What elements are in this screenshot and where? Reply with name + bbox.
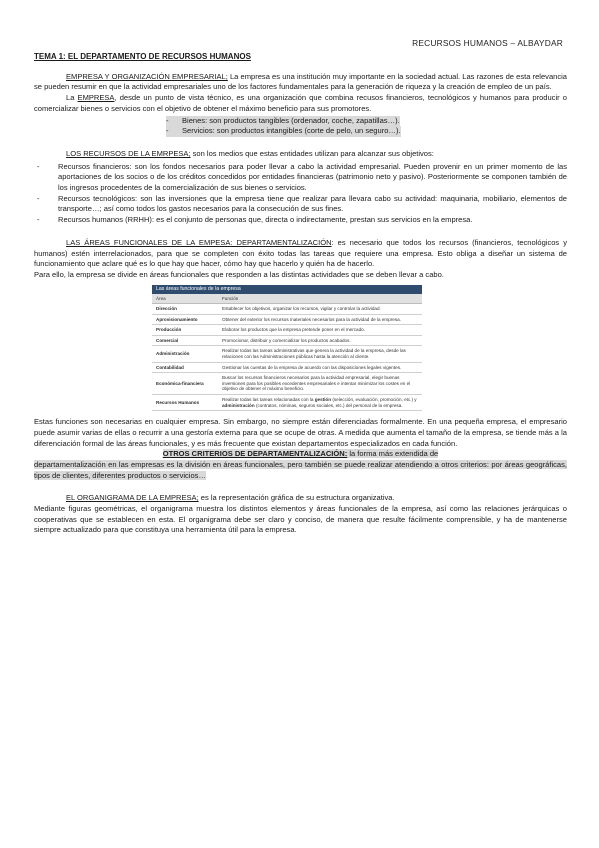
list-item: - Bienes: son productos tangibles (ordenador, coche, zapatillas…). — [166, 115, 400, 125]
list-item: - Recursos humanos (RRHH): es el conjunto de personas que, directa o indirectamente, prestan sus servicios en la empresa. — [34, 215, 567, 226]
list-item: - Recursos tecnológicos: son las inversiones que la empresa tiene que realizar para llevara cabo su actividad: maquinaria, mobiliario, elementos de transporte…; así como todos los gastos necesarios para la consecución de sus fines. — [34, 194, 567, 215]
section-heading-otros-criterios: OTROS CRITERIOS DE DEPARTAMENTALIZACIÓN: — [162, 449, 348, 459]
table-header-row — [152, 294, 422, 303]
paragraph-areas-division: Para ello, la empresa se divide en áreas funcionales que responden a las distintas actividades que se deben llevar a cabo. — [34, 269, 444, 279]
functional-areas-table — [152, 285, 422, 412]
list-item: - Recursos financieros: son los fondos necesarios para poder llevar a cabo la actividad empresarial. Pueden provenir en un primer momento de las aportaciones de los socios o de los créditos concedidos por entidades financieras (patrimonio neto y pasivo). Posteriormente se componen también de los ingresos procedentes de la comercialización de sus bienes o servicios. — [34, 162, 567, 194]
paragraph-empresa-intro: EMPRESA Y ORGANIZACIÓN EMPRESARIAL; La empresa es una institución muy importante en la sociedad actual. Las razones de esta relevancia se pueden resumir en que la actividad empresariales uno de los factores fundamentales para la generación de riqueza y la creación de empleo de un país. — [34, 71, 567, 92]
table-row: Contabilidad Gestionar las cuentas de la empresa de acuerdo con las disposiciones legales vigentes. — [152, 362, 422, 373]
section-heading-recursos: LOS RECURSOS DE LA EMRPESA; — [66, 148, 191, 158]
table-row: Dirección Establecer los objetivos, organizar los recursos, vigilar y controlar la actividad. — [152, 304, 422, 315]
paragraph-empresa-definition: La EMPRESA, desde un punto de vista técnico, es una organización que combina recusos financieros, tecnológicos y humanos para producir o comercializar bienes o servicios con el objetivo de obtener el máximo beneficio para sus promotores. — [34, 93, 567, 113]
table-caption: Las áreas funcionales de la empresa — [152, 285, 422, 295]
table-row: Económica-financiera Buscar los recursos financieros necesarios para la actividad empresarial, elegir buenas inversiones para los posibles excedentes empresariales e intentar minimizar los costes en el objetivo de obtener el máximo beneficio. — [152, 373, 422, 395]
product-types-list — [166, 116, 567, 137]
column-header-area: Área — [152, 294, 218, 303]
page-header: RECURSOS HUMANOS – ALBAYDAR — [412, 38, 563, 48]
table-row: Aprovisionamiento Obtener del exterior los recursos materiales necesarios para la actividad de la empresa. — [152, 314, 422, 325]
paragraph-otros-criterios-lead: OTROS CRITERIOS DE DEPARTAMENTALIZACIÓN: la forma más extendida de — [162, 449, 439, 459]
keyword-empresa: EMPRESA — [77, 93, 115, 103]
list-item: - Servicios: son productos intangibles (corte de pelo, un seguro…). — [166, 126, 401, 136]
paragraph-functions-note: Estas funciones son necesarias en cualquier empresa. Sin embargo, no siempre están diferenciadas formalmente. En una pequeña empresa, el empresario puede asumir varias de ellas o recurrir a una gestoría externa para que se ocupe de otras. A medida que aumenta el tamaño de la empresa, se tiende más a la diferenciación formal de las áreas funcionales, y es más frecuente que existan departamentos especializados en cada función. — [34, 417, 567, 448]
column-header-function: Función — [218, 294, 422, 303]
paragraph-organigrama-intro: EL ORGANIGRAMA DE LA EMPRESA; es la representación gráfica de su estructura organizativa. — [66, 493, 395, 503]
resources-list — [34, 162, 567, 226]
section-heading-areas: LAS ÁREAS FUNCIONALES DE LA EMPESA: DEPARTAMENTALIZACIÓN — [66, 237, 332, 247]
paragraph-areas-intro: LAS ÁREAS FUNCIONALES DE LA EMPESA: DEPARTAMENTALIZACIÓN: es necesario que todos los recursos (financieros, tecnológicos y humanos) estén interrelacionados, para que se completen con éxito todas las tareas que requiere una empresa. Esto obliga a diseñar un sistema de funcionamiento que aclare qué es lo que hay que hacer, cómo hay que hacerlo y quién ha de hacerlo. — [34, 237, 567, 269]
table-row: Producción Elaborar los productos que la empresa pretende poner en el mercado. — [152, 325, 422, 336]
document-body — [34, 52, 567, 536]
table-row: Comercial Promocionar, distribuir y comercializar los productos acabados. — [152, 335, 422, 346]
section-heading-empresa: EMPRESA Y ORGANIZACIÓN EMPRESARIAL; — [66, 71, 228, 81]
document-title: TEMA 1: EL DEPARTAMENTO DE RECURSOS HUMANOS — [34, 52, 251, 61]
paragraph-otros-criterios: departamentalización en las empresas es la división en áreas funcionales, pero también se puede realizar atendiendo a otros criterios: por áreas geográficas, tipos de clientes, diferentes productos o servicios… — [34, 459, 567, 480]
table-row: Administración Realizar todas las tareas administrativas que genera la actividad de la empresa, desde las relaciones con las Administraciones públicas hasta la atención al cliente. — [152, 346, 422, 362]
section-heading-organigrama: EL ORGANIGRAMA DE LA EMPRESA; — [66, 493, 199, 503]
table-row: Recursos Humanos Realizar todas las tareas relacionadas con la gestión (selección, evaluación, promoción, etc.) y administración (contratos, nóminas, seguros sociales, etc.) del personal de la empresa. — [152, 394, 422, 410]
functional-areas-table-wrap — [152, 285, 422, 412]
paragraph-recursos-intro: LOS RECURSOS DE LA EMRPESA; son los medios que estas entidades utilizan para alcanzar sus objetivos: — [66, 148, 434, 158]
paragraph-organigrama-body: Mediante figuras geométricas, el organigrama muestra los distintos elementos y áreas funcionales de la empresa, así como las relaciones jerárquicas o cooperativas que se establecen en esta. El organigrama debe ser claro y conciso, de manera que resulte fácilmente comprensible, y ha de mantenerse siempre actualizado para que constituya una herramienta útil para la empresa. — [34, 504, 567, 535]
